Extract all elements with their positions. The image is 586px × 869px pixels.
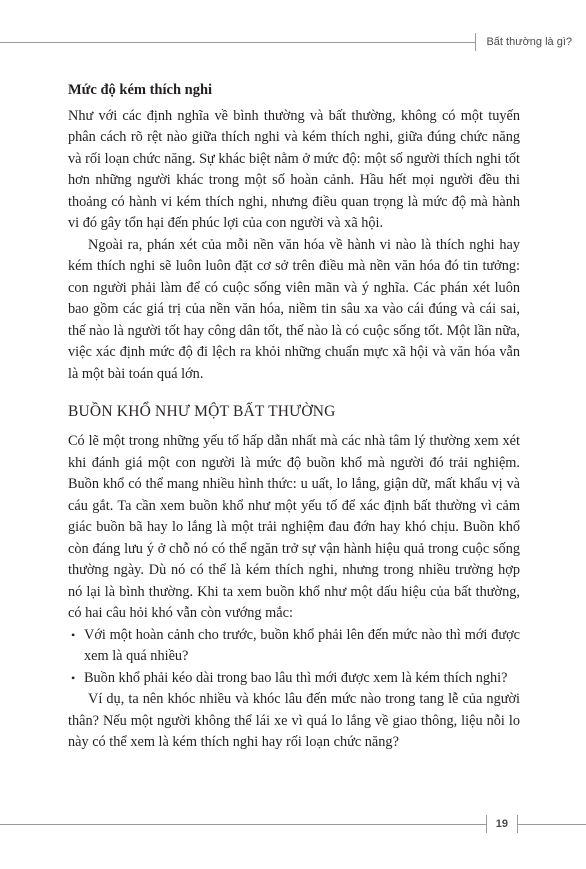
list-item-text: Buồn khổ phải kéo dài trong bao lâu thì mới được xem là kém thích nghi?: [84, 669, 508, 686]
paragraph: Như với các định nghĩa về bình thường và bất thường, không có một tuyến phân cách rõ rệt nào giữa thích nghi và kém thích nghi, giữa đúng chức năng và rối loạn chức năng. Sự khác biệt nằm ở mức độ: một số người thích nghi tốt hơn những người khác trong một số hoàn cảnh. Hầu hết mọi người đều thi thoảng có hành vi kém thích nghi, nhưng điều quan trọng là mức độ mà hành vi đó gây tổn hại đến phúc lợi của con người và xã hội.: [68, 107, 520, 231]
page-body: [68, 80, 520, 754]
page-number: 19: [486, 815, 518, 833]
paragraph: Ví dụ, ta nên khóc nhiều và khóc lâu đến mức nào trong tang lễ của người thân? Nếu một người không thể lái xe vì quá lo lắng về giao thông, liệu nỗi lo này có thể xem là kém thích nghi hay rối loạn chức năng?: [68, 691, 520, 750]
section-heading: BUỒN KHỔ NHƯ MỘT BẤT THƯỜNG: [68, 403, 336, 420]
bullet-list: [68, 625, 520, 690]
paragraph: Ngoài ra, phán xét của mỗi nền văn hóa về hành vi nào là thích nghi hay kém thích nghi sẽ luôn luôn đặt cơ sở trên điều mà nền văn hóa đó tin tưởng: con người phải làm để có cuộc sống viên mãn và ý nghĩa. Các phán xét luôn bao gồm các giá trị của nền văn hóa, niềm tin sâu xa vào cái đúng và cái sai, thế nào là người tốt hay công dân tốt, thế nào là có cuộc sống tốt. Một lần nữa, việc xác định mức độ đi lệch ra khỏi những chuẩn mực xã hội và văn hóa vẫn là một bài toán quá lớn.: [68, 236, 520, 382]
section-title: Mức độ kém thích nghi: [68, 82, 213, 98]
paragraph: Có lẽ một trong những yếu tố hấp dẫn nhất mà các nhà tâm lý thường xem xét khi đánh giá một con người là mức độ buồn khổ mà người đó trải nghiệm. Buồn khổ có thể mang nhiều hình thức: u uất, lo lắng, giận dữ, mất khẩu vị và cáu gắt. Ta cần xem buồn khổ như một yếu tố để xác định bất thường vì cảm giác buồn bã hay lo lắng là một trải nghiệm đau đớn hay khó chịu. Buồn khổ còn đáng lưu ý ở chỗ nó có thể ngăn trở sự vận hành hiệu quả trong cuộc sống thường ngày. Dù nó có thể là kém thích nghi, nhưng trong nhiều trường hợp nó lại là bình thường. Khi ta xem buồn khổ như một dấu hiệu của bất thường, có hai câu hỏi khó vẫn còn vướng mắc:: [68, 433, 520, 621]
list-item: [68, 625, 520, 668]
list-item-text: Với một hoàn cảnh cho trước, buồn khổ phải lên đến mức nào thì mới được xem là quá nhiều?: [84, 626, 520, 664]
running-header: Bất thường là gì?: [475, 33, 586, 51]
list-item: [68, 668, 520, 690]
bullet-icon: •: [71, 670, 76, 685]
bullet-icon: •: [71, 627, 76, 642]
